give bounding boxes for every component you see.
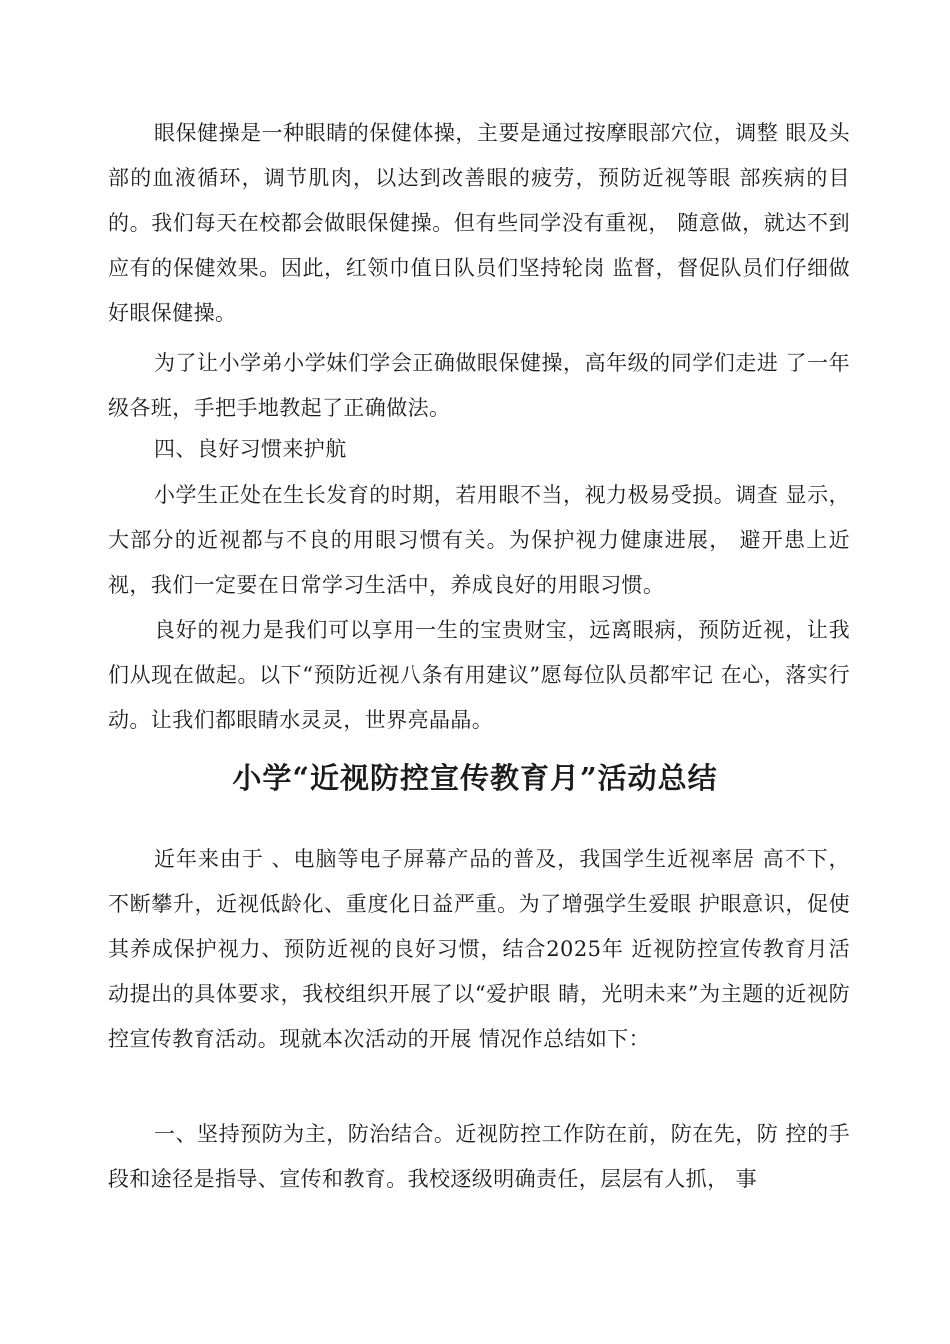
section-heading-good-habits: 四、良好习惯来护航 — [154, 437, 347, 461]
paragraph-prevention-first: 一、坚持预防为主，防治结合。近视防控工作防在前，防在先，防 控的手段和途径是指导、宣传和教育。我校逐级明确责任，层层有人抓， 事 — [108, 1122, 850, 1191]
paragraph-good-vision: 良好的视力是我们可以享用一生的宝贵财宝，远离眼病，预防近视，让我们从现在做起。以下“预防近视八条有用建议”愿每位队员都牢记 在心，落实行动。让我们都眼睛水灵灵，世界亮晶晶。 — [108, 618, 850, 732]
paragraph-growth-period: 小学生正处在生长发育的时期，若用眼不当，视力极易受损。调查 显示，大部分的近视都与不良的用眼习惯有关。为保护视力健康进展， 避开患上近视，我们一定要在日常学习生活中，养成良好的用眼习惯。 — [108, 483, 850, 597]
paragraph-teaching-younger: 为了让小学弟小学妹们学会正确做眼保健操，高年级的同学们走进 了一年级各班，手把手地教起了正确做法。 — [108, 351, 850, 420]
paragraph-eye-exercise: 眼保健操是一种眼睛的保健体操，主要是通过按摩眼部穴位，调整 眼及头部的血液循环，调节肌肉，以达到改善眼的疲劳，预防近视等眼 部疾病的目的。我们每天在校都会做眼保健操。但有些同学没有重视， 随意做，就达不到应有的保健效果。因此，红领巾值日队员们坚持轮岗 监督，督促队员们仔细做好眼保健操。 — [108, 121, 850, 325]
paragraph-intro: 近年来由于 、电脑等电子屏幕产品的普及，我国学生近视率居 高不下，不断攀升，近视低龄化、重度化日益严重。为了增强学生爱眼 护眼意识，促使其养成保护视力、预防近视的良好习惯，结合2025年 近视防控宣传教育月活动提出的具体要求，我校组织开展了以“爱护眼 睛，光明未来”为主题的近视防控宣传教育活动。现就本次活动的开展 情况作总结如下： — [108, 847, 850, 1051]
document-title: 小学“近视防控宣传教育月”活动总结 — [232, 761, 718, 795]
